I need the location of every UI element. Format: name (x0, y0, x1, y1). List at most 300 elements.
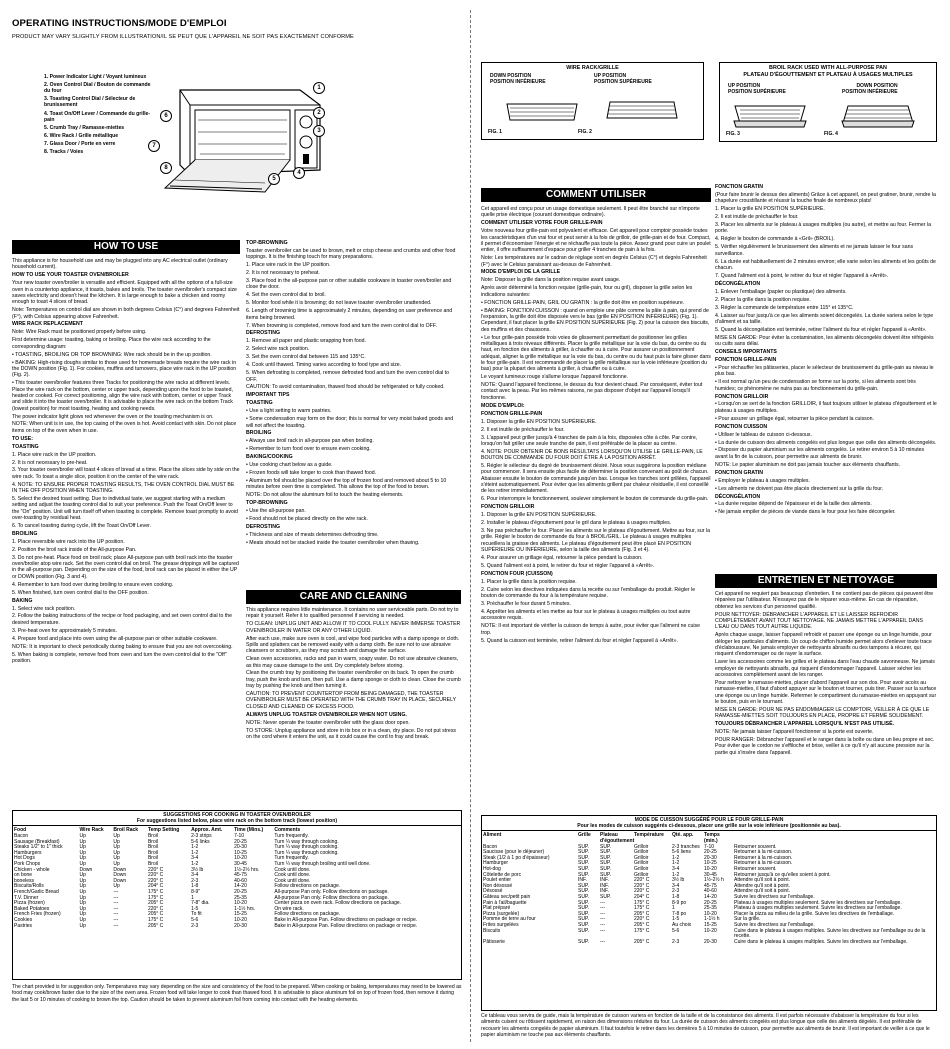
table-cell: Cuire dans le plateau à usages multiples. Suivre les directives sur l'emballage ou de la recette. (734, 927, 926, 940)
table-row (482, 929, 938, 940)
col-fr3-para: MISE EN GARDE: POUR NE PAS ENDOMMAGER LE COMPTOIR, VEILLER À CE QUE LE RAMASSE-MIETTES SOIT TOUJOURS EN PLACE, PROPRE ET FERMÉ SOLIDEMENT. (715, 706, 930, 720)
cooking-table-fr-grid (482, 833, 938, 945)
cooking-table-en (12, 810, 462, 980)
table-cell: Down (113, 872, 127, 879)
col-fr2-para: 7. Quand l'aliment est à point, le retirer du four et régler l'appareil à «Arrêt». (715, 272, 889, 279)
table-cell: Suivre les directives sur l'emballage. (734, 921, 815, 928)
table-cell: Up (79, 883, 86, 890)
col-fr2-para: 2. Il est inutile de préchauffer le four. (715, 214, 799, 221)
table-cell: Attendre qu'il soit à point. (734, 877, 790, 884)
table-cell: Broil (147, 849, 158, 856)
table-cell: 204° C (147, 883, 164, 890)
broil-rack-figure (719, 62, 937, 142)
table-cell: Turn ¼ way through broiling until well done. (274, 860, 371, 867)
table-cell: Down (113, 866, 127, 873)
table-cell: 220° C (147, 905, 164, 912)
table-cell: Bacon (14, 833, 29, 839)
table-cell: Pomme de terre au four (483, 916, 536, 923)
table-cell: Up (79, 844, 86, 851)
table-cell: 10-20 (704, 927, 717, 934)
col-how-para: TOASTING (12, 443, 39, 450)
part-6: 6. Wire Rack / Grille métallique (44, 132, 119, 139)
table-cell: 1-8 (191, 883, 199, 890)
col-tips-para: • Use the all-purpose pan. (246, 508, 306, 515)
col-care-para: CAUTION: TO PREVENT COUNTERTOP FROM BEING DAMAGED, THE TOASTER OVEN/BROILER MUST BE OPERATED WITH THE CRUMB TRAY IN PLACE, SECURELY CLOSED AND CLEANED OF EXCESS FOOD. (246, 691, 456, 710)
col-tips-para: 1. Place wire rack in the UP position. (246, 262, 331, 269)
table-cell: 15-25 (704, 921, 717, 928)
table-cell: Up (113, 838, 120, 845)
table-cell: 220° C (634, 916, 650, 923)
table-cell: Up (79, 900, 86, 907)
col-fr2-para: • Employer le plateau à usages multiples. (715, 477, 810, 484)
broil-rack-title: BROIL RACK USED WITH ALL-PURPOSE PAN (769, 65, 887, 71)
table-cell: 25-35 (704, 905, 717, 912)
col-how-para: 3. Your toaster oven/broiler will toast 4 slices of bread at a time. Place the slices side by side on the wire rack. To toast a single slice, position it on the center of the wire rack. (12, 467, 240, 480)
table-cell: 175° C (634, 927, 650, 934)
table-cell: 1½-2½ h (704, 877, 724, 884)
fig2-label: FIG. 2 (578, 129, 592, 135)
table-cell: 175° C (147, 888, 164, 895)
table-cell: Up (79, 922, 86, 929)
table-cell: --- (113, 900, 119, 907)
table-cell: Steaks 1/2" to 1" thick (14, 844, 63, 851)
table-cell: --- (600, 899, 605, 906)
col-fr2-para: 5. Vérifier régulièrement le brunissement des aliments et ne jamais laisser le four sans surveillance. (715, 244, 914, 257)
table-cell: Up (79, 860, 86, 867)
col-tips-para: TOP-BROWNING (246, 500, 288, 507)
table-cell: SUP. (578, 882, 590, 889)
table-cell: Cook until done. (274, 872, 311, 879)
col-fr1-para: 3. Préchauffer le four durant 5 minutes. (481, 601, 571, 608)
table-cell: --- (113, 905, 119, 912)
table-cell: Plat préparé (483, 905, 511, 912)
table-cell: French Fries (frozen) (14, 911, 61, 918)
table-cell: 7-8 po (672, 910, 687, 917)
part-5: 5. Crumb Tray / Ramasse-miettes (44, 124, 125, 131)
table-cell: Up (79, 838, 86, 845)
col-tips-para: 6. Length of browning time is approximately 2 minutes, depending on user preference and items being browned. (246, 308, 453, 321)
col-fr1-para: FONCTION GRILLE-PAIN (481, 410, 543, 417)
col-tips-para: • Frozen foods will take longer to cook than thawed food. (246, 470, 377, 477)
rack-down-drawing (502, 96, 582, 126)
part-8: 8. Tracks / Voies (44, 149, 84, 156)
comment-utiliser-banner: COMMENT UTILISER (481, 188, 711, 202)
col-care-para: NOTE: Never operate the toaster oven/broiler with the glass door open. (246, 719, 410, 726)
table-cell: 2-3 (672, 938, 680, 945)
table-cell: 5-6 liens (672, 849, 691, 856)
table-cell: Suivre les directives sur l'emballage. (734, 893, 815, 900)
care-cleaning-banner: CARE AND CLEANING (246, 590, 461, 604)
col-how-para: 5. When baking is complete, remove food from oven and turn the oven control dial to the "Off" position. (12, 651, 227, 664)
table-cell: 205° C (147, 900, 164, 907)
table-cell: Broil (147, 860, 158, 867)
table-cell: Au choix (672, 921, 692, 928)
table-cell: 7-10 (704, 843, 715, 850)
col-fr2-para: • Pour réchauffer les pâtisseries, placer le sélecteur de brunissement du grille-pain au niveau le plus bas. (715, 364, 934, 378)
col-tips-para: • Remember to turn food over to ensure even cooking. (246, 446, 371, 453)
col-how-para: Your new toaster oven/broiler is versatile and efficient. Equipped with all the options of a full-size oven in a countertop appliance, it toasts, bakes and broils. The toaster oven/broiler's compact size saves electricity and doesn't heat the kitchen. It is large enough to bake a chicken and roomy enough to toast 4 slices of bread. (12, 280, 237, 306)
callout-8: 8 (160, 162, 172, 174)
part-4: 4. Toast On/Off Lever / Commande du grille-pain (44, 110, 151, 123)
col-fr1-para: Le voyant lumineux rouge s'allume lorsque l'appareil fonctionne. (481, 374, 629, 381)
rack-up-drawing (602, 96, 682, 126)
table-cell: 45-75 (234, 872, 247, 879)
table-cell: 14-20 (234, 883, 247, 890)
table-cell: 1-2 (191, 860, 199, 867)
col-how-para: 6. To cancel toasting during cycle, lift the Toast On/Off Lever. (12, 523, 151, 529)
table-cell: --- (600, 938, 605, 945)
col-fr2-para: FONCTION GRATIN (715, 469, 764, 476)
cooking-table-fr-caption: MODE DE CUISSON SUGGÉRÉ POUR LE FOUR GRILLE-PAIN Pour les modes de cuisson suggérés ci-dessous, placer une grille sur la voie inférieure (positionnée au bas). (482, 816, 936, 831)
col-fr2-para: 4. Laisser au four jusqu'à ce que les aliments soient décongelés. La durée variera selon le type d'aliment et sa taille. (715, 312, 934, 325)
table-header: Température (634, 832, 664, 839)
table-cell: SUP. (600, 860, 612, 867)
col-fr1-para: Note: Disposer la grille dans la position requise avant usage. (481, 277, 621, 284)
col-how-para: 1. Place reversible wire rack into the UP position. (12, 538, 125, 545)
table-cell: Retourner souvent. (734, 865, 777, 872)
table-cell: Sausage (Breakfast) (14, 838, 60, 845)
col-tips-para: DEFROSTING (246, 330, 281, 337)
table-cell: SUP. (578, 899, 590, 906)
col-fr2-para: MISE EN GARDE: Pour éviter la contamination, les aliments décongelés doivent être réfrigérés ou cuits sans délai. (715, 334, 934, 348)
broil-rack-title-fr: PLATEAU D'ÉGOUTTEMENT ET PLATEAU À USAGES MULTIPLES (743, 71, 913, 78)
table-cell: Cook until done. (274, 866, 311, 873)
table-cell: Pain à l'ail/baguette (483, 899, 527, 906)
table-cell: 1 (672, 905, 675, 912)
col-fr3-para: Après chaque usage, laisser l'appareil refroidir et passer une éponge ou un linge humide, pour déloger les particules d'aliments. Un coup de chiffon humide permet alors d'enlever toute trace d'éclaboussure. Ne jamais employer de nettoyants abrasifs ou des tampons à récurer, qui risquent d'endommager ou de rayer la surface. (715, 632, 932, 658)
col-fr2-para: 3. Placer les aliments sur le plateau à usages multiples (ou autre), et mettre au four. Fermer la porte. (715, 222, 931, 235)
cooking-table-note: The chart provided is for suggestion only. Temperatures may vary depending on the size and consistency of the food to be prepared. When cooking or baking, temperatures may need to be lowered as food may cook/brown faster due to the size of the oven area. Frozen food will take longer to cook than thawed food. It is advisable to place aluminum foil on top of frozen food, then remove it during the last 5 or 10 minutes of cooking to brown the top. Caution should be taken to prevent aluminum foil from coming into contact with the heating elements. (12, 984, 462, 1003)
table-cell: Retourner à la mi-cuisson. (734, 849, 793, 856)
entretien-banner: ENTRETIEN ET NETTOYAGE (715, 574, 937, 588)
broil-up-drawing (730, 101, 810, 131)
table-header: Comments (274, 827, 301, 834)
table-cell: Hot-dog (483, 865, 501, 872)
col-tips-para: NOTE: Do not allow the aluminum foil to touch the heating elements. (246, 492, 404, 499)
table-cell: Turn frequently. (274, 855, 309, 862)
col-how-para: • BAKING: High-rising doughs similar to those used for homemade breads require the wire rack in the DOWN position (Fig. 1). For cookies, muffins and turnovers, place wire rack in the UP position (Fig. 2). (12, 359, 237, 379)
wire-rack-title: WIRE RACK/GRILLE (566, 65, 619, 71)
col-tips-para: Toaster oven/broiler can be used to brown, melt or crisp cheese and crumbs and other food toppings. It is the finishing touch for many preparations. (246, 247, 456, 261)
col-fr3-para: NOTE: Ne jamais laisser l'appareil fonctionner si la porte est ouverte. (715, 729, 874, 736)
callout-2: 2 (313, 107, 325, 119)
table-cell: --- (113, 922, 119, 929)
table-cell: Pâtisserie (483, 938, 505, 945)
col-fr2-para: FONCTION GRATIN (715, 184, 764, 190)
table-cell: Biscuits/Rolls (14, 883, 44, 890)
callout-4: 4 (293, 167, 305, 179)
wire-rack-up-label: UP POSITION POSITION SUPÉRIEURE (594, 73, 652, 86)
fonction-gratin-column (715, 184, 937, 517)
table-cell: Grilloir (634, 854, 649, 861)
table-cell: Côtelette de porc (483, 871, 522, 878)
table-cell: SUP. (578, 921, 590, 928)
col-fr1-para: 5. Quand la cuisson est terminée, retirer l'aliment du four et régler l'appareil à «Arrêt». (481, 637, 678, 644)
table-cell: SUP. (578, 860, 590, 867)
table-cell: INF. (600, 877, 609, 884)
table-cell: 1-2 (191, 844, 199, 851)
col-fr2-para: 1. Enlever l'emballage (papier ou plastique) des aliments. (715, 288, 847, 295)
table-cell: Up (113, 860, 120, 867)
table-cell: Placer la pizza au milieu de la grille. Suivre les directives de l'emballage. (734, 910, 895, 917)
col-care-para: TO STORE: Unplug appliance and store in its box or in a clean, dry place. Do not put stress on the cord where it enters the unit, as it could cause the cord to fray and break. (246, 727, 457, 740)
table-cell: Broil (147, 838, 158, 845)
table-cell: Pork Chops (14, 860, 41, 867)
col-how-para: 2. It is not necessary to pre-heat. (12, 459, 88, 466)
table-cell: 3-4 (191, 872, 199, 879)
page-title: OPERATING INSTRUCTIONS/MODE D'EMPLOI (12, 18, 227, 29)
table-cell: 5-6 (672, 927, 680, 934)
col-tips-para: • Always use broil rack in all-purpose pan when broiling. (246, 438, 374, 445)
callout-5: 5 (268, 173, 280, 185)
col-how-para: NOTE: It is important to check periodically during baking to ensure that you are not overcooking. (12, 643, 233, 650)
col-care-para: ALWAYS UNPLUG TOASTER OVEN/BROILER WHEN NOT USING. (246, 711, 407, 718)
table-cell: 20-25 (234, 838, 247, 845)
col-fr1-para: 2. Cuire selon les directives indiquées dans la recette ou sur l'emballage du produit. Régler le bouton de commande du four à la température requise. (481, 586, 696, 600)
callout-7: 7 (148, 140, 160, 152)
col-tips-para: 2. Select wire rack position. (246, 346, 310, 353)
col-how-para: HOW TO USE YOUR TOASTER OVEN/BROILER (12, 272, 129, 279)
col-tips-para: • Aluminum foil should be placed over the top of frozen food and removed about 5 to 10 minutes before oven time is completed. This allows the top of the food to brown. (246, 478, 447, 491)
table-cell: 220° C (147, 866, 164, 873)
table-cell: 10-20 (234, 855, 247, 862)
col-fr1-para: Après avoir déterminé la fonction requise (grille-pain, four ou gril), disposer la grille selon les indications suivantes: (481, 285, 693, 298)
table-header: Food (14, 827, 27, 834)
table-cell: Pastries (14, 922, 33, 929)
table-cell: 1-2 (672, 871, 680, 878)
table-cell: Broil (147, 833, 158, 839)
table-cell: Turn ¼ way through cooking. (274, 849, 339, 856)
table-cell: Baked Potatoes (14, 905, 50, 912)
col-fr2-para: DÉCONGÉLATION (715, 493, 761, 500)
col-tips-para: • Meats should not be stacked inside the toaster oven/broiler when thawing. (246, 540, 420, 546)
col-tips-para: TOASTING (246, 400, 273, 407)
table-cell: 2-3 (191, 877, 199, 884)
table-cell: Gâteau sec/petit pain (483, 893, 531, 900)
col-fr1-para: COMMENT UTILISER VOTRE FOUR GRILLE-PAIN (481, 220, 603, 227)
table-header (733, 833, 938, 844)
table-cell: 1-2 (672, 854, 680, 861)
table-cell: Center pizza on oven rack. Follow directions on package. (274, 900, 402, 907)
table-cell: 1 (191, 894, 194, 901)
col-fr1-para: 1. Placer la grille dans la position requise. (481, 578, 577, 585)
part-3: 3. Toasting Control Dial / Sélecteur de brunissement (44, 96, 136, 109)
table-cell: 220° C (634, 888, 650, 895)
table-cell: Up (113, 883, 120, 890)
table-cell: 205° C (634, 921, 650, 928)
table-cell: 175° C (634, 905, 650, 912)
col-tips-para: 1. Remove all paper and plastic wrapping from food. (246, 338, 366, 345)
table-cell: Follow directions on package. (274, 883, 341, 890)
table-cell: Steak (1/2 à 1 po d'épaisseur) (483, 854, 550, 861)
table-cell: 204° C (634, 893, 650, 900)
cooking-table-fr (481, 815, 937, 1011)
table-cell: Turn ¼ way through cooking. (274, 838, 339, 845)
col-how-para: 3. Pre-heat oven for approximately 5 minutes. (12, 627, 117, 634)
table-cell: SUP. (600, 893, 612, 900)
col-fr1-para: 1. Disposer la grille EN POSITION SUPÉRIEURE. (481, 418, 597, 425)
table-header: Qté. app. (672, 832, 694, 839)
table-cell: 205° C (147, 922, 164, 929)
table-row (482, 940, 938, 946)
table-header: Grille (578, 832, 591, 839)
table-cell: 3-4 (672, 882, 680, 889)
col-fr2-para: 6. La durée est habituellement de 2 minutes environ; elle varie selon les aliments et les goûts de chacun. (715, 258, 936, 271)
table-header: Temps (min.) (704, 832, 720, 844)
table-cell: Grilloir (634, 860, 649, 867)
table-cell: 3-4 (672, 865, 680, 872)
table-cell: --- (113, 894, 119, 901)
table-cell: Grilloir (634, 843, 649, 850)
col-how-para: • TOASTING, BROILING OR TOP BROWNING: Wire rack should be in the up position. (12, 351, 212, 358)
col-how-para: 2. Position the broil rack inside of the All-purpose Pan. (12, 546, 137, 553)
table-header: Wire Rack (79, 827, 104, 834)
table-cell: T.V. Dinner (14, 894, 39, 901)
table-cell: 205° C (634, 910, 650, 917)
col-how-para: Note: Temperatures on control dial are shown in both degrees Celsius (C°) and degrees Fahrenheit (F°), with Celsius appearing above Fahrenheit. (12, 307, 240, 320)
cooking-table-grid (13, 828, 461, 929)
table-cell: SUP. (578, 927, 590, 934)
table-cell: Broil (147, 844, 158, 851)
page-fold-divider (470, 10, 471, 1042)
table-cell: 220° C (634, 877, 650, 884)
table-cell: On wire rack. (274, 905, 304, 912)
table-cell: Frites surgelées (483, 921, 519, 928)
callout-6: 6 (160, 110, 172, 122)
table-cell: 220° C (147, 872, 164, 879)
col-fr1-para: FONCTION GRILLOIR (481, 504, 535, 511)
col-tips-para: 3. Set the oven control dial between 115 and 135°C. (246, 354, 366, 361)
col-tips-para: BROILING (246, 430, 272, 437)
col-fr1-para: 5. Régler le sélecteur du degré de brunissement désiré. Nous vous suggérons la position médiane pour commencer. Il sera ensuite plus facile de déterminer la position convenant au goût de chacun. Abaisser ensuite le bouton de commande jusqu'en bas. Lorsque les tranches sont grillées, l'appareil s'éteint automatiquement. Pour éviter que les aliments grillent par chaleur résiduelle, il est conseillé de les retirer immédiatement. (481, 463, 711, 495)
table-cell: SUP. (578, 938, 590, 945)
col-how-para: This appliance is for household use and may be plugged into any AC electrical outlet (ordinary household current). (12, 258, 228, 271)
col-fr1-para: Note: Les températures sur le cadran de réglage sont en degrés Celsius (C°) et degrés Fahrenheit (F°) avec le Celsius paraissant au-dessus de Fahrenheit. (481, 255, 707, 268)
entretien-column (715, 591, 937, 758)
col-tips-para: • Food should not be placed directly on the wire rack. (246, 516, 368, 523)
table-cell: Plateau à usages multiples seulement. Suivre les directives sur l'emballage. (734, 899, 902, 906)
col-how-para: • This toaster oven/broiler features three Tracks for positioning the wire racks at different levels. Place the wire rack on the bottom, center or upper track, depending upon the food to be toasted, heated or cooked. For correct positioning, align the wire rack with bottom, center or upper Track and slide it into the toaster oven/broiler. It is advisable to place the wire rack on the bottom Track (lowest position) for most toasting, heating and cooking needs. (12, 380, 233, 412)
table-cell: 10-20 (704, 910, 717, 917)
table-cell: SUP. (578, 893, 590, 900)
table-cell: INF. (578, 877, 587, 884)
table-cell: SUP. (600, 843, 612, 850)
table-header: Broil Rack (113, 827, 139, 834)
table-cell: 30-45 (704, 871, 717, 878)
table-cell: SUP. (578, 865, 590, 872)
table-header: Time (Mins.) (234, 827, 264, 834)
table-cell: Up (79, 894, 86, 901)
col-how-para: 1. Place wire rack in the UP position. (12, 451, 97, 458)
col-fr2-para: • Lorsqu'on se sert de la fonction GRILLOIR, il faut toujours utiliser le plateau d'égouttement et le plateau à usages multiples. (715, 401, 937, 414)
table-cell: SUP. (578, 843, 590, 850)
col-tips-para: 5. Monitor food while it is browning; do not leave toaster oven/broiler unattended. (246, 300, 432, 307)
table-cell: SUP. (600, 849, 612, 856)
table-cell: Turn ¼ way through cooking. (274, 844, 339, 851)
table-cell: 40-60 (234, 877, 247, 884)
col-fr2-para: DÉCONGÉLATION (715, 280, 761, 287)
col-how-para: 5. When finished, turn oven control dial to the OFF position. (12, 589, 149, 596)
col-fr1-para: • Le four grille-pain possède trois voies de glissement permettant de positionner les grilles métalliques à trois niveaux différents. Placer la grille métallique sur la voie du bas, du centre ou du haut, en fonction des aliments à griller, à chauffer ou à cuire. Pour assurer un positionnement adéquat, aligner la grille métallique sur la voie du bas, du centre ou du haut puis la faire glisser dans le four grille-pain. Il est recommandé de placer la grille métallique sur la voie inférieure (position du bas) pour la plupart des aliments à griller, à chauffer ou à cuire. (481, 334, 711, 373)
col-fr3-para: Pour nettoyer le ramasse-miettes, placer d'abord l'appareil sur son dos. Pour avoir accès au ramasse-miettes, il faut d'abord appuyer sur le bouton et tourner, puis tirer. Passer sur la surface une éponge ou un linge humide. Refermer le compartiment du ramasse-miettes en appuyant sur le bouton, puis en le tournant. (715, 679, 937, 705)
col-fr1-para: • BAKING: FONCTION CUISSON : quand on emploie une pâte comme la pâte à pain, qui prend de l'expansion, la grille doit être disposée vers le bas (grille EN POSITION INFÉRIEURE) (Fig. 1). Cependant, il faut placer la grille EN POSITION SUPÉRIEURE (Fig. 2) pour la cuisson des biscuits, des muffins et des chaussons. (481, 307, 710, 333)
table-cell: SUP. (600, 871, 612, 878)
col-tips-para: • Use a light setting to warm pastries. (246, 408, 332, 415)
col-how-para: 2. Follow the baking instructions of the recipe or food packaging, and set oven control dial to the desired temperature. (12, 613, 233, 626)
col-fr2-para: • Pour assurer un grillage égal, retourner la pièce pendant la cuisson. (715, 415, 874, 422)
col-how-para: 3. Do not pre-heat. Place food on broil rack; place All-purpose pan with broil rack into the toaster oven/broiler atop wire rack. Set the oven control dial on broil. The grease drippings will be captured in the all-purpose pan. Depending on the size of the food, broil rack can be placed in either the UP or DOWN position (Fig. 3 and 4). (12, 554, 239, 580)
table-cell: 25-35 (234, 894, 247, 901)
table-cell: 1-8 (672, 893, 680, 900)
table-cell: --- (113, 911, 119, 918)
col-fr1-para: NOTE: Quand l'appareil fonctionne, le dessus du four devient chaud. Par conséquent, éviter tout contact avec la peau. Par les mêmes raisons, ne pas disposer d'objet sur l'appareil lorsqu'il fonctionne. (481, 382, 703, 401)
col-tips-para: 3. Place food in the all-purpose pan or other suitable cookware in toaster oven/broiler and close the door. (246, 278, 452, 291)
col-fr2-para: 1. Placer la grille EN POSITION SUPÉRIEURE. (715, 206, 825, 213)
col-how-para: The power indicator light glows red whenever the oven or the toasting mechanism is on. (12, 413, 214, 420)
table-cell: Up (79, 833, 86, 839)
table-cell: Retourner souvent. (734, 843, 777, 850)
table-cell: Désossé (483, 888, 503, 895)
col-tips-para: 5. When defrosting is completed, remove defrosted food and turn the oven control dial to OFF. (246, 370, 450, 383)
col-care-para: TO CLEAN: UNPLUG UNIT AND ALLOW IT TO COOL FULLY. NEVER IMMERSE TOASTER OVEN/BROILER IN WATER OR ANY OTHER LIQUID. (246, 621, 461, 634)
col-care-para: Clean the crumb tray by positioning the toaster oven/broiler on its back. To open the crumb tray, push the knob and turn, then pull. Use a damp sponge or cloth to clean. Close the crumb tray by pushing the knob and then turning it. (246, 670, 461, 690)
wire-rack-down-label: DOWN POSITION POSITION INFÉRIEURE (490, 73, 546, 86)
col-how-para: TO USE: (12, 435, 33, 442)
col-fr2-para: FONCTION GRILLE-PAIN (715, 357, 777, 363)
table-cell: 1-5 (191, 905, 199, 912)
table-cell: To fit (191, 911, 202, 918)
col-fr2-para: • Utiliser le tableau de cuisson ci-dessous. (715, 431, 812, 438)
table-cell: Broil (147, 855, 158, 862)
callout-1: 1 (313, 82, 325, 94)
table-cell: 175° C (147, 916, 164, 923)
table-cell: 14-20 (704, 893, 717, 900)
col-fr3-para: POUR RANGER: Débrancher l'appareil et le ranger dans la boîte ou dans un lieu propre et sec. Pour éviter que le cordon ne s'effiloche et brise, veiller à ce qu'il n'y ait aucune pression sur la partie qui s'insère dans l'appareil. (715, 736, 935, 756)
parts-list (44, 74, 154, 157)
table-cell: 5-6 links (191, 838, 210, 845)
table-cell: Up (79, 877, 86, 884)
table-cell: Cook until done. (274, 877, 311, 884)
callout-3: 3 (313, 125, 325, 137)
col-tips-para: • Thickness and size of meats determines defrosting time. (246, 532, 379, 539)
col-fr1-para: Votre nouveau four grille-pain est polyvalent et efficace. Cet appareil pour comptoir possède toutes les caractéristiques d'un vrai four et peut servir à la fois de grilloir, de grille-pain et de four. Compact, il permet d'économiser l'énergie et ne réchauffe pas toute la pièce. Assez grand pour cuire un poulet entier, il offre suffisamment d'espace pour griller 4 tranches de pain à la fois. (481, 228, 711, 254)
col-fr1-para: • FONCTION GRILLE-PAIN, GRIL OU GRATIN : la grille doit être en position supérieure. (481, 299, 685, 306)
col-fr1-para: 3. Ne pas préchauffer le four. Placer les aliments sur le plateau d'égouttement. Mettre au four, sur la grille. Régler le bouton de commande du four à BROIL/GRIL. Le plateau à usages multiples recueillera la graisse des aliments. Le plateau d'égouttement peut être placé EN POSITION SUPÉRIEURE OU INFÉRIEURE, selon la taille des aliments (Fig. 3 et 4). (481, 528, 710, 554)
table-cell: 20-30 (704, 854, 717, 861)
table-cell: --- (113, 916, 119, 923)
toaster-oven-illustration (150, 70, 340, 195)
col-care-para: This appliance requires little maintenance. It contains no user serviceable parts. Do not try to repair it yourself. Refer it to qualified personnel if servicing is needed. (246, 607, 459, 620)
table-cell: 40-60 (704, 888, 717, 895)
col-fr2-para: • Disposer du papier aluminium sur les aliments congelés. Le retirer environ 5 à 10 minutes avant la fin de la cuisson, pour permettre aux aliments de brunir. (715, 447, 925, 460)
col-fr1-para: MODE D'EMPLOI DE LA GRILLE (481, 269, 561, 276)
table-cell: Up (79, 872, 86, 879)
table-cell: 2-3 (191, 922, 199, 929)
col-fr2-para: (Pour faire brunir le dessus des aliments) Grâce à cet appareil, on peut gratiner, brunir, rendre la chapelure croustillante et réussir la touche finale de nombreux plats! (715, 191, 936, 205)
table-cell: SUP. (600, 865, 612, 872)
col-fr2-para: • Il est normal qu'un peu de condensation se forme sur la porte, si les aliments sont très humides; ce phénomène ne nuira pas au fonctionnement du grille-pain. (715, 379, 916, 392)
col-fr1-para: Cet appareil est conçu pour un usage domestique seulement. Il peut être branché sur n'importe quelle prise électrique (courant domestique ordinaire). (481, 206, 700, 219)
table-cell: All-purpose Pan only. Follow directions on package. (274, 888, 389, 895)
table-row (13, 924, 461, 930)
col-fr2-para: CONSEILS IMPORTANTS (715, 349, 777, 356)
col-fr2-para: 2. Placer la grille dans la position requise. (715, 296, 811, 303)
table-cell: 20-30 (704, 938, 717, 945)
table-cell: 10-25 (234, 849, 247, 856)
table-cell: 1-1½ h (704, 916, 720, 923)
col-tips-para: BAKING/COOKING (246, 454, 293, 461)
table-cell: Cuire dans le plateau à usages multiples. Suivre les directives sur l'emballage. (734, 938, 908, 945)
